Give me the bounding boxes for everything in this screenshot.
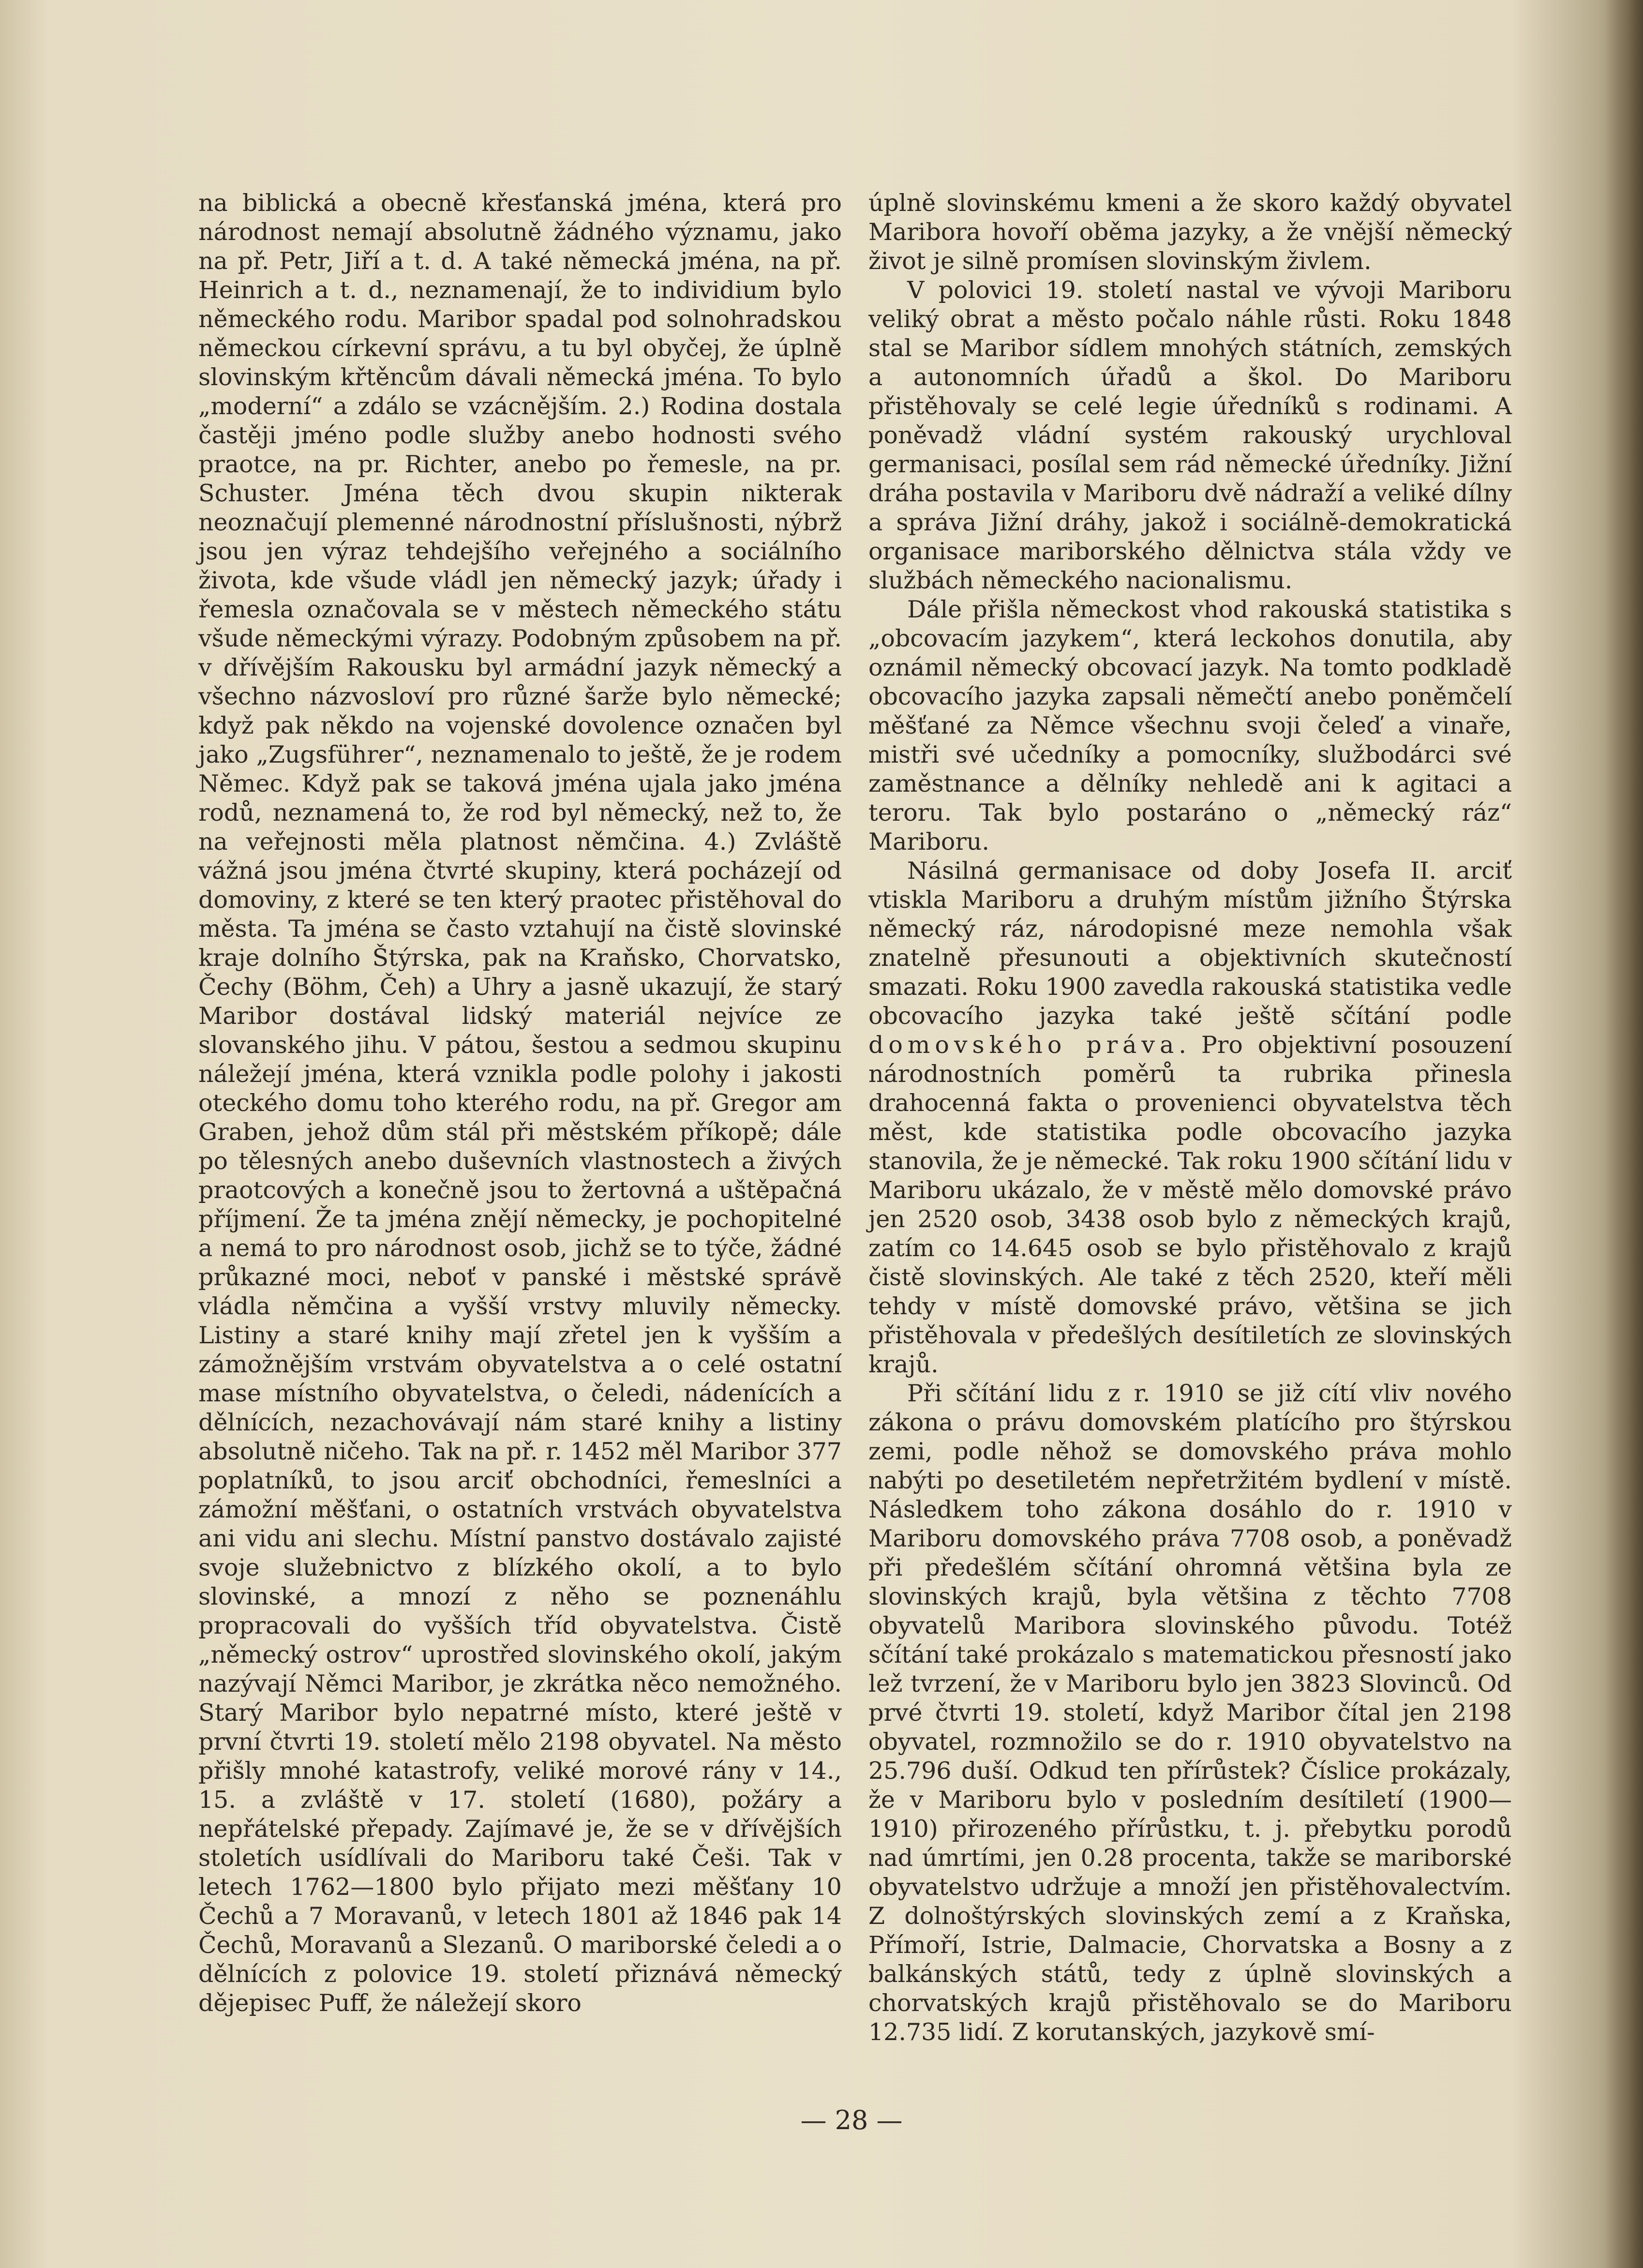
right-column (868, 189, 1512, 2047)
paragraph-4-end: . Pro objektivní posouzení národnostních poměrů ta rubrika přinesla drahocenná fakta o provenienci obyvatelstva těch měst, kde statistika podle obcovacího jazyka stanovila, že je německé. Tak roku 1900 sčítání lidu v Mariboru ukázalo, že v městě mělo domovské právo jen 2520 osob, 3438 osob bylo z německých krajů, zatím co 14.645 osob se bylo přistěhovalo z krajů čistě slovinských. Ale také z těch 2520, kteří měli tehdy v místě domovské právo, většina se jich přistěhovala v předešlých desítiletích ze slovinských krajů. (868, 1031, 1512, 1378)
paragraph-4-start: Násilná germanisace od doby Josefa II. arciť vtiskla Mariboru a druhým místům jižního Štýrska německý ráz, národopisné meze nemohla však znatelně přesunouti a objektivních skutečností smazati. Roku 1900 zavedla rakouská statistika vedle obcovacího jazyka také ještě sčítání podle (868, 857, 1512, 1030)
spaced-emphasis: domovského práva (868, 1031, 1179, 1059)
left-column (198, 189, 842, 2018)
page-edge-shadow (1604, 0, 1643, 2268)
left-paragraph: na biblická a obecně křesťanská jména, která pro národnost nemají absolutně žádného významu, jako na př. Petr, Jiří a t. d. A také německá jména, na př. Heinrich a t. d., neznamenají, že to individium bylo německého rodu. Maribor spadal pod solnohradskou německou církevní správu, a tu byl obyčej, že úplně slovinským křtěncům dávali německá jména. To bylo „moderní“ a zdálo se vzácnějším. 2.) Rodina dostala častěji jméno podle služby anebo hodnosti svého praotce, na pr. Richter, anebo po řemesle, na pr. Schuster. Jména těch dvou skupin nikterak neoznačují plemenné národnostní příslušnosti, nýbrž jsou jen výraz tehdejšího veřejného a sociálního života, kde všude vládl jen německý jazyk; úřady i řemesla označovala se v městech německého státu všude německými výrazy. Podobným způsobem na př. v dřívějším Rakousku byl armádní jazyk německý a všechno názvosloví pro různé šarže bylo německé; když pak někdo na vojenské dovolence označen byl jako „Zugsführer“, neznamenalo to ještě, že je rodem Němec. Když pak se taková jména ujala jako jména rodů, neznamená to, že rod byl německý, než to, že na veřejnosti měla platnost němčina. 4.) Zvláště vážná jsou jména čtvrté skupiny, která pocházejí od domoviny, z které se ten který praotec přistěhoval do města. Ta jména se často vztahují na čistě slovinské kraje dolního Štýrska, pak na Kraňsko, Chorvatsko, Čechy (Böhm, Čeh) a Uhry a jasně ukazují, že starý Maribor dostával lidský materiál nejvíce ze slovanského jihu. V pátou, šestou a sedmou skupinu náležejí jména, která vznikla podle polohy i jakosti oteckého domu toho kterého rodu, na př. Gregor am Graben, jehož dům stál při městském příkopě; dále po tělesných anebo duševních vlastnostech a živých praotcových a konečně jsou to žertovná a uštěpačná příjmení. Že ta jména znějí německy, je pochopitelné a nemá to pro národnost osob, jichž se to týče, žádné průkazné moci, neboť v panské i městské správě vládla němčina a vyšší vrstvy mluvily německy. Listiny a staré knihy mají zřetel jen k vyšším a zámožnějším vrstvám obyvatelstva a o celé ostatní mase místního obyvatelstva, o čeledi, nádenících a dělnících, nezachovávají nám staré knihy a listiny absolutně ničeho. Tak na př. r. 1452 měl Maribor 377 poplatníků, to jsou arciť obchodníci, řemeslníci a zámožní měšťani, o ostatních vrstvách obyvatelstva ani vidu ani slechu. Místní panstvo dostávalo zajisté svoje služebnictvo z blízkého okolí, a to bylo slovinské, a mnozí z něho se poznenáhlu propracovali do vyšších tříd obyvatelstva. Čistě „německý ostrov“ uprostřed slovinského okolí, jakým nazývají Němci Maribor, je zkrátka něco nemožného. Starý Maribor bylo nepatrné místo, které ještě v první čtvrti 19. století mělo 2198 obyvatel. Na město přišly mnohé katastrofy, veliké morové rány v 14., 15. a zvláště v 17. století (1680), požáry a nepřátelské přepady. Zajímavé je, že se v dřívějších stoletích usídlívali do Mariboru také Češi. Tak v letech 1762—1800 bylo přijato mezi měšťany 10 Čechů a 7 Moravanů, v letech 1801 až 1846 pak 14 Čechů, Moravanů a Slezanů. O mariborské čeledi a o dělnících z polovice 19. století přiznává německý dějepisec Puff, že náležejí skoro (198, 189, 842, 2017)
right-paragraph-1: úplně slovinskému kmeni a že skoro každý obyvatel Maribora hovoří oběma jazyky, a že vnější německý život je silně promísen slovinským živlem. (868, 189, 1512, 275)
page-number: — 28 — (800, 2105, 903, 2135)
right-paragraph-5: Při sčítání lidu z r. 1910 se již cítí vliv nového zákona o právu domovském platícího pro štýrskou zemi, podle něhož se domovského práva mohlo nabýti po desetiletém nepřetržitém bydlení v místě. Následkem toho zákona dosáhlo do r. 1910 v Mariboru domovského práva 7708 osob, a poněvadž při předešlém sčítání ohromná většina byla ze slovinských krajů, byla většina z těchto 7708 obyvatelů Maribora slovinského původu. Totéž sčítání také prokázalo s matematickou přesností jako lež tvrzení, že v Mariboru bylo jen 3823 Slovinců. Od prvé čtvrti 19. století, když Maribor čítal jen 2198 obyvatel, rozmnožilo se do r. 1910 obyvatelstvo na 25.796 duší. Odkud ten přírůstek? Číslice prokázaly, že v Mariboru bylo v posledním desítiletí (1900—1910) přirozeného přírůstku, t. j. přebytku porodů nad úmrtími, jen 0.28 procenta, takže se mariborské obyvatelstvo udržuje a množí jen přistěhovalectvím. Z dolnoštýrských slovinských zemí a z Kraňska, Přímoří, Istrie, Dalmacie, Chorvatska a Bosny a z balkánských států, tedy z úplně slovinských a chorvatských krajů přistěhovalo se do Mariboru 12.735 lidí. Z korutanských, jazykově smí- (868, 1380, 1512, 2046)
right-paragraph-3: Dále přišla německost vhod rakouská statistika s „obcovacím jazykem“, která leckohos donutila, aby oznámil německý obcovací jazyk. Na tomto podkladě obcovacího jazyka zapsali němečtí anebo poněmčelí měšťané za Němce všechnu svoji čeleď a vinaře, mistři své učedníky a pomocníky, službodárci své zaměstnance a dělníky nehledě ani k agitaci a teroru. Tak bylo postaráno o „německý ráz“ Mariboru. (868, 596, 1512, 856)
right-paragraph-4 (868, 856, 1512, 1379)
right-paragraph-2: V polovici 19. století nastal ve vývoji Mariboru veliký obrat a město počalo náhle růsti. Roku 1848 stal se Maribor sídlem mnohých státních, zemských a autonomních úřadů a škol. Do Mariboru přistěhovaly se celé legie úředníků s rodinami. A poněvadž vládní systém rakouský urychloval germanisaci, posílal sem rád německé úředníky. Jižní dráha postavila v Mariboru dvě nádraží a veliké dílny a správa Jižní dráhy, jakož i sociálně-demokratická organisace mariborského dělnictva stála vždy ve službách německého nacionalismu. (868, 276, 1512, 594)
